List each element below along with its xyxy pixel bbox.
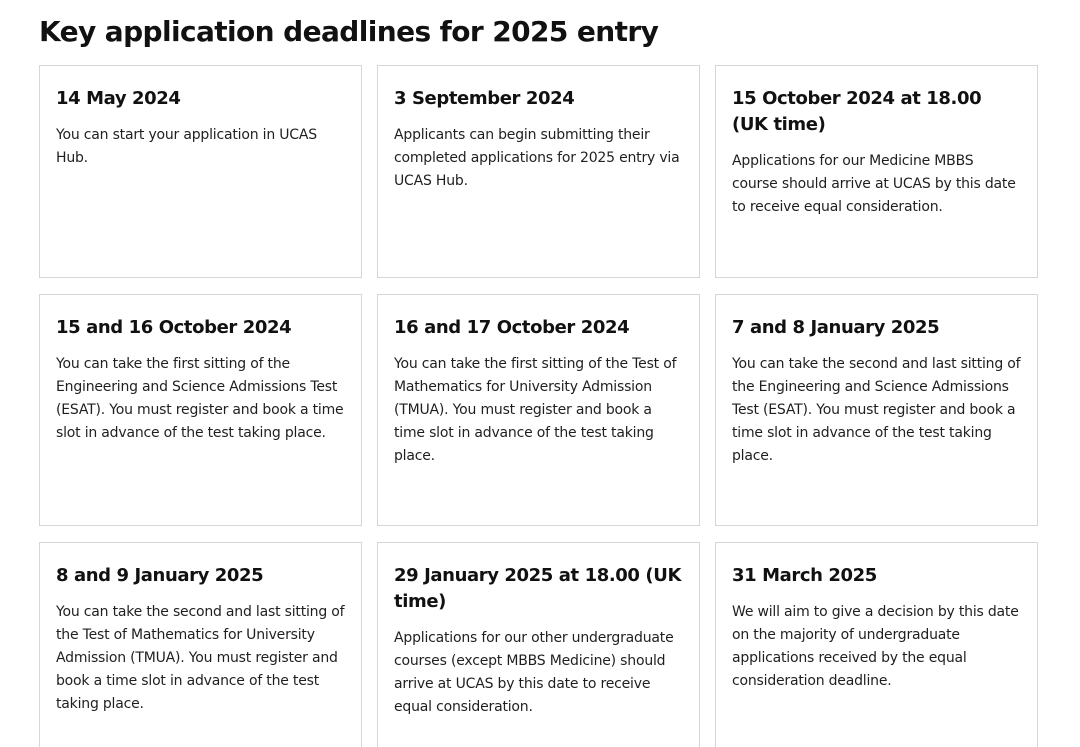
deadline-description: Applications for our Medicine MBBS course should arrive at UCAS by this date to receive equal consideration.	[732, 153, 1016, 215]
deadline-description: Applications for our other undergraduate courses (except MBBS Medicine) should arrive at UCAS by this date to receive equal consideration.	[394, 630, 674, 715]
deadline-date: 3 September 2024	[394, 88, 575, 109]
deadline-date: 8 and 9 January 2025	[56, 565, 264, 586]
deadline-card	[377, 294, 700, 526]
deadline-date: 7 and 8 January 2025	[732, 317, 940, 338]
deadline-card	[715, 542, 1038, 747]
deadline-card	[39, 542, 362, 747]
deadline-card	[715, 65, 1038, 278]
deadline-description: You can take the second and last sitting of the Engineering and Science Admissions Test (ESAT). You must register and book a time slot in advance of the test taking place.	[732, 356, 1021, 464]
deadline-description: You can take the first sitting of the Test of Mathematics for University Admission (TMUA). You must register and book a time slot in advance of the test taking place.	[394, 356, 677, 464]
page-title: Key application deadlines for 2025 entry	[39, 15, 659, 48]
deadline-card	[377, 542, 700, 747]
deadline-description: We will aim to give a decision by this date on the majority of undergraduate applications received by the equal consideration deadline.	[732, 604, 1019, 689]
deadline-card	[715, 294, 1038, 526]
deadline-date: 16 and 17 October 2024	[394, 317, 630, 338]
deadline-description: You can take the second and last sitting of the Test of Mathematics for University Admission (TMUA). You must register and book a time slot in advance of the test taking place.	[56, 604, 345, 712]
deadline-date: 15 and 16 October 2024	[56, 317, 292, 338]
deadline-card	[377, 65, 700, 278]
deadline-date: 14 May 2024	[56, 88, 181, 109]
deadline-date: 29 January 2025 at 18.00 (UK time)	[394, 565, 681, 612]
deadline-description: Applicants can begin submitting their completed applications for 2025 entry via UCAS Hub.	[394, 127, 680, 189]
deadline-description: You can take the first sitting of the Engineering and Science Admissions Test (ESAT). You must register and book a time slot in advance of the test taking place.	[56, 356, 344, 441]
deadline-card	[39, 65, 362, 278]
deadline-card	[39, 294, 362, 526]
deadline-description: You can start your application in UCAS Hub.	[56, 127, 317, 166]
deadline-date: 31 March 2025	[732, 565, 877, 586]
deadlines-grid	[39, 65, 1039, 747]
deadline-date: 15 October 2024 at 18.00 (UK time)	[732, 88, 982, 135]
